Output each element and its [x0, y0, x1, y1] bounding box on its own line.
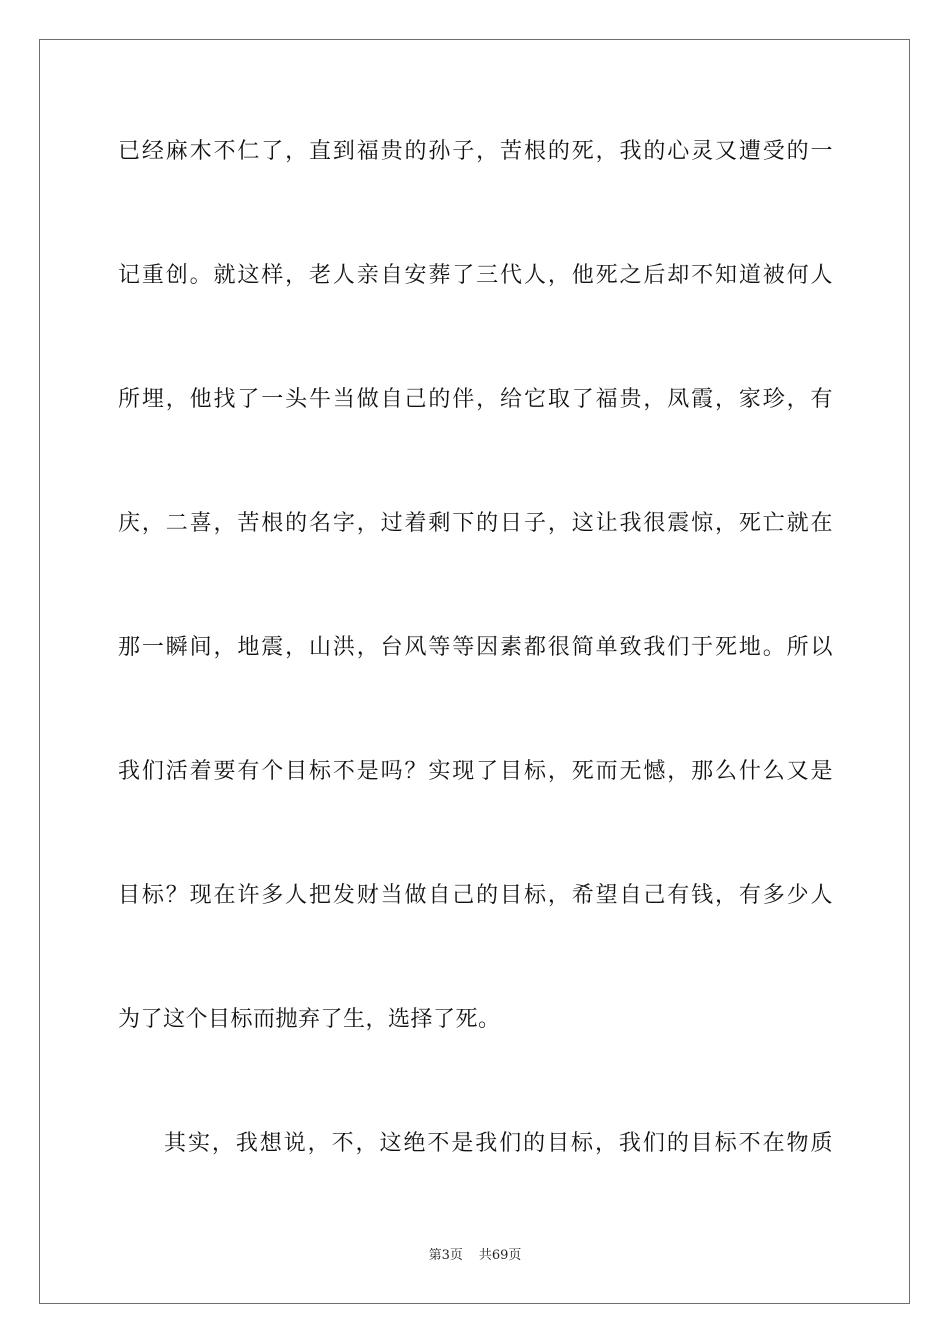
text-line: 目标？现在许多人把发财当做自己的目标，希望自己有钱，有多少人	[118, 883, 833, 908]
text-line: 已经麻木不仁了，直到福贵的孙子，苦根的死，我的心灵又遭受的一	[118, 139, 833, 164]
paragraph-first-line: 其实，我想说，不，这绝不是我们的目标，我们的目标不在物质	[164, 1131, 833, 1156]
text-line: 庆，二喜，苦根的名字，过着剩下的日子，这让我很震惊，死亡就在	[118, 511, 833, 536]
text-line: 所埋，他找了一头牛当做自己的伴，给它取了福贵，凤霞，家珍，有	[118, 387, 833, 412]
page-footer	[0, 1246, 950, 1266]
page-number: 第3页	[428, 1248, 463, 1263]
text-line: 记重创。就这样，老人亲自安葬了三代人，他死之后却不知道被何人	[118, 263, 833, 288]
text-line: 为了这个目标而抛弃了生，选择了死。	[118, 1007, 501, 1032]
text-line: 那一瞬间，地震，山洪，台风等等因素都很简单致我们于死地。所以	[118, 635, 833, 660]
page-border	[39, 39, 910, 1304]
page-total: 共69页	[478, 1248, 522, 1263]
text-line: 我们活着要有个目标不是吗？实现了目标，死而无憾，那么什么又是	[118, 759, 833, 784]
